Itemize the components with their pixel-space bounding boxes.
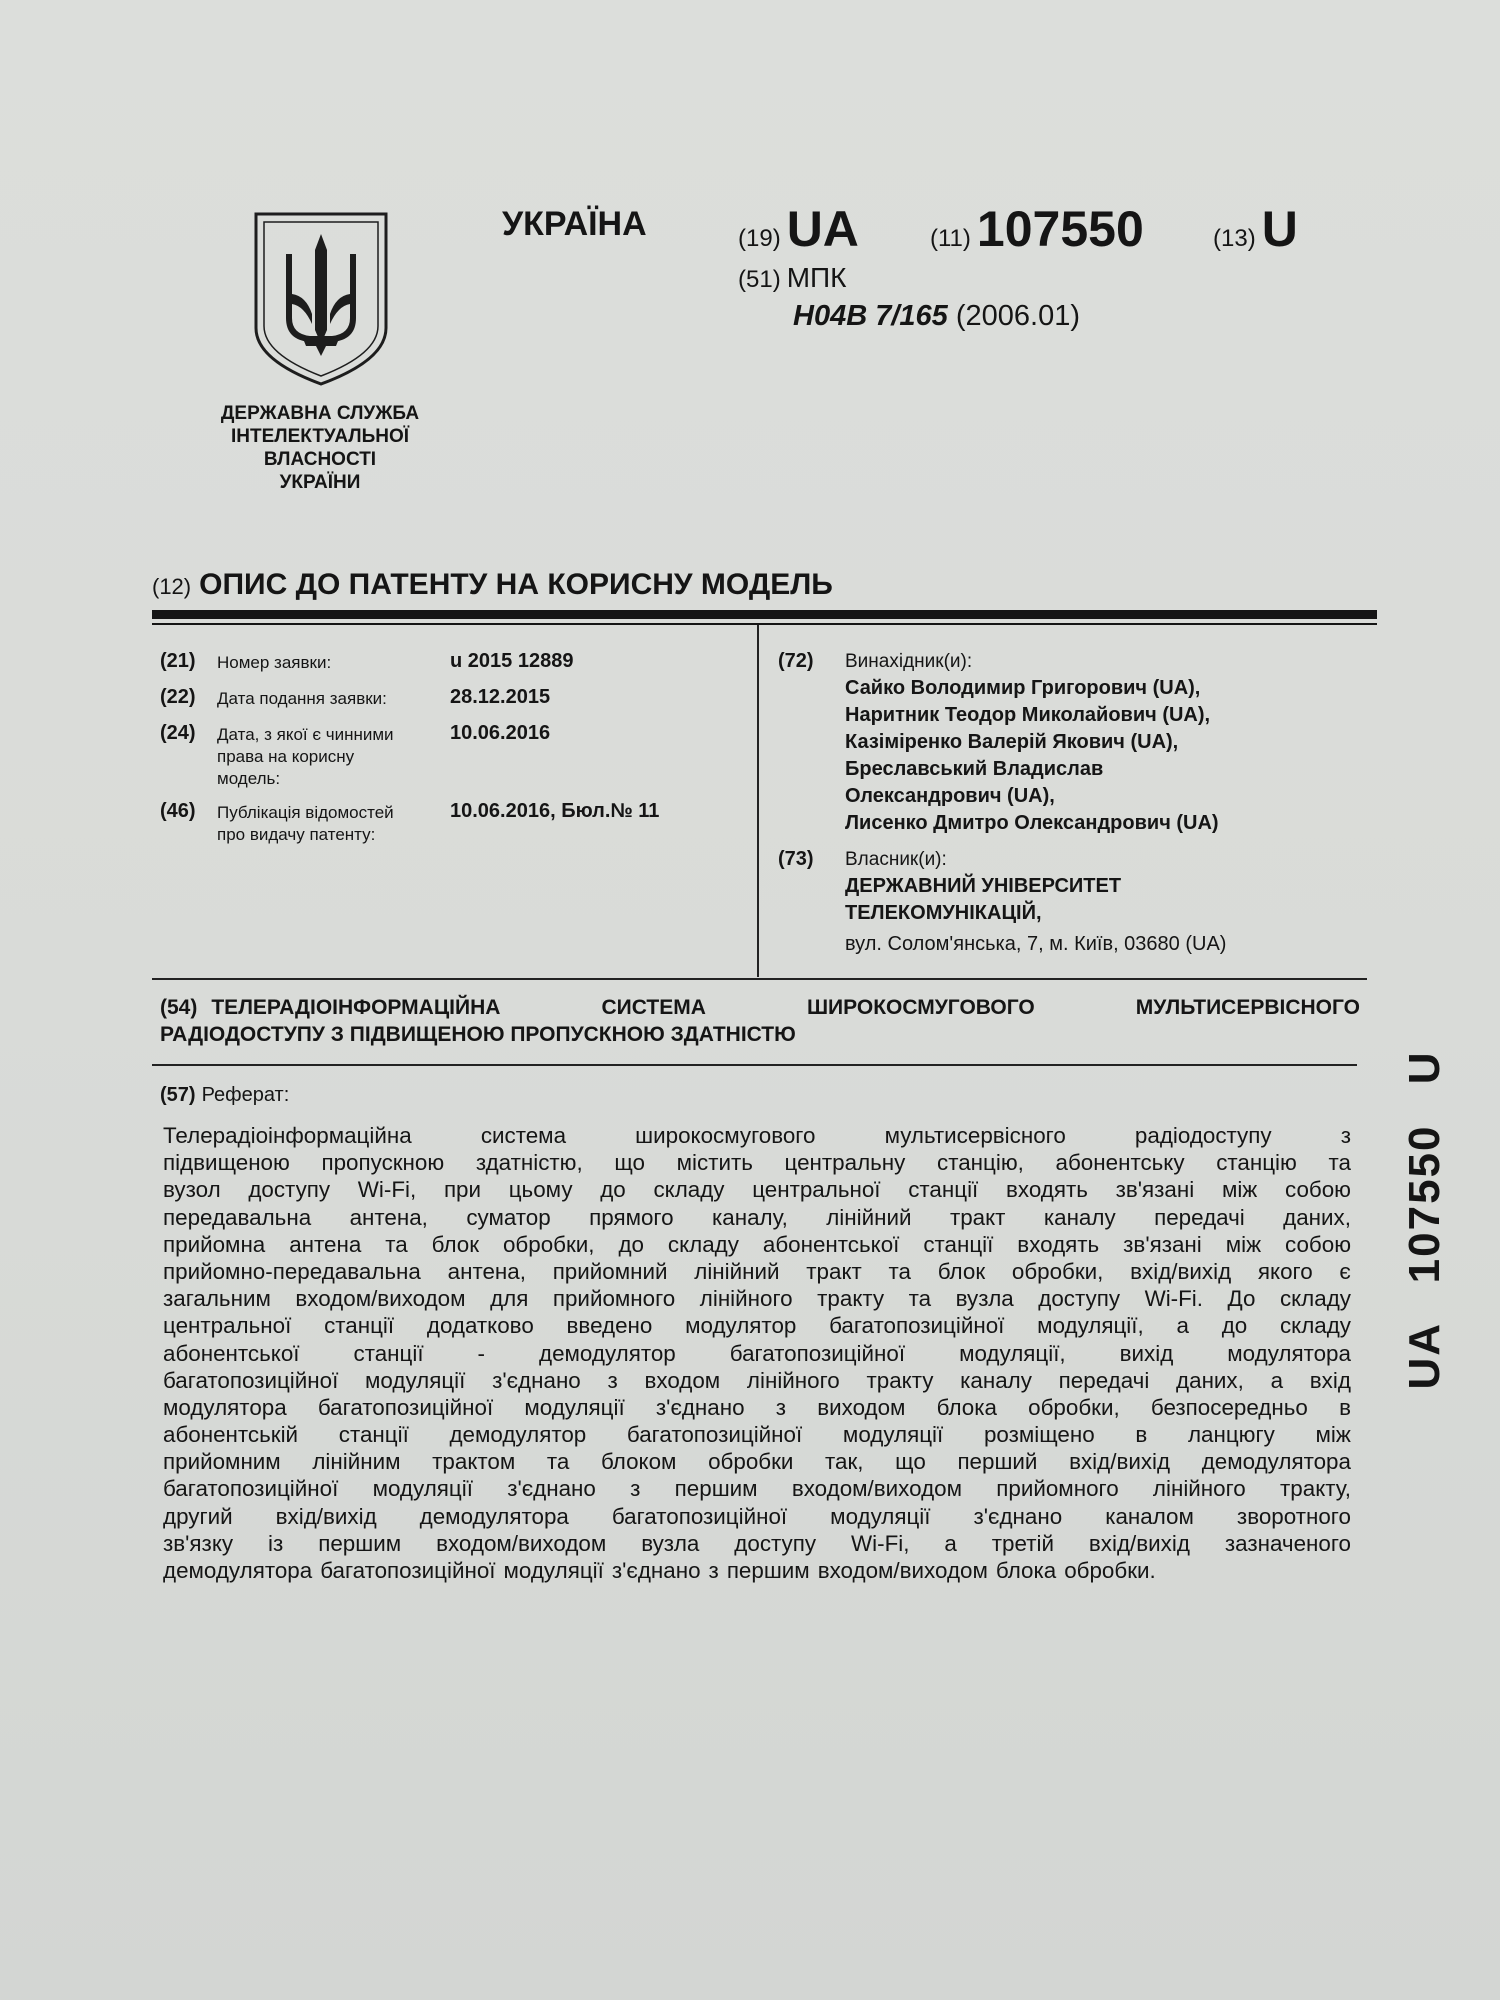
abstract-line: модулятора багатопозиційної модуляції з'єднано з виходом блока обробки, безпосередньо в [163, 1394, 1351, 1420]
patent-number: (11) 107550 [930, 201, 1144, 257]
abstract-line: абонентській станції демодулятор багатопозиційної модуляції розміщено в ланцюгу між [163, 1422, 1351, 1448]
owner-name: ТЕЛЕКОМУНІКАЦІЙ, [845, 902, 1042, 924]
abstract-line: загальним входом/виходом для прийомного лінійного тракту та вузла доступу Wi-Fi. До складу [163, 1286, 1351, 1312]
abstract-line: вузол доступу Wi-Fi, при цьому до складу центральної станції входять зв'язані між собою [163, 1177, 1351, 1203]
side-identifier: UA 107550 U [1400, 1050, 1449, 1390]
inventor-name: Сайко Володимир Григорович (UA), [845, 677, 1201, 699]
abstract-line: підвищеною пропускною здатністю, що містить центральну станцію, абонентську станцію та [163, 1150, 1351, 1176]
ipc-classification: H04B 7/165 (2006.01) [793, 300, 1080, 332]
owner-address: вул. Солом'янська, 7, м. Київ, 03680 (UA) [845, 933, 1227, 955]
patent-page: ДЕРЖАВНА СЛУЖБА ІНТЕЛЕКТУАЛЬНОЇ ВЛАСНОСТІ УКРАЇНИ УКРАЇНА (19) UA (11) 107550 (13) U (51) МПК H04B 7/165 (2006.01) (12) ОПИС ДО ПАТЕНТУ НА КОРИСНУ МОДЕЛЬ (21) Номер заявки: u 2015 12889 (22) Дата подання заявки: 28.12.2015 (24) Дата, з якої є чинними права на корисну модель: 10.06.2016 (46) Публікація відомостей про видачу патенту: 10.06.2016, Бюл.№ 11 (72) Винахідник(и): Сайко Володимир Григорович (UA), Наритник Теодор Миколайович (UA), Казіміренко Валерій Якович (UA), Бреславський Владислав Олександрович (UA), Лисенко Дмитро Олександрович (UA) (73) Власник(и): ДЕРЖАВНИЙ УНІВЕРСИТЕТ ТЕЛЕКОМУНІКАЦІЙ, вул. Солом'янська, 7, м. Київ, 03680 (UA) (54) ТЕЛЕРАДІОІНФОРМАЦІЙНА СИСТЕМА ШИРОКОСМУГОВОГО МУЛЬТИСЕРВІСНОГО РАДІОДОСТУПУ З ПІДВИЩЕНОЮ ПРОПУСКНОЮ ЗДАТНІСТЮ (57) Реферат: Телерадіоінформаційна система широкосмугового мультисервісного радіодоступу з підвищеною пропускною здатністю, що містить центральну станцію, абонентську станцію та вузол доступу Wi-Fi, при цьому до складу центральної станції входять зв'язані між собою передавальна антена, суматор прямого каналу, лінійний тракт каналу передачі даних, прийомна антена та блок обробки, до складу абонентської станції входять зв'язані між собою прийомно-передавальна антена, прийомний лінійний тракт та блок обробки, вхід/вихід якого є загальним входом/виходом для прийомного лінійного тракту та вузла доступу Wi-Fi. До складу центральної станції додатково введено модулятор багатопозиційної модуляції, а до складу абонентської станції - демодулятор багатопозиційної модуляції, вихід модулятора багатопозиційної модуляції з'єднано з входом лінійного тракту каналу передачі даних, а вхід модулятора багатопозиційної модуляції з'єднано з виходом блока обробки, безпосередньо в абонентській станції демодулятор багатопозиційної модуляції розміщено в ланцюгу між прийомним лінійним трактом та блоком обробки так, що перший вхід/вихід демодулятора багатопозиційної модуляції з'єднано з першим входом/виходом прийомного лінійного тракту, другий вхід/вихід демодулятора багатопозиційної модуляції з'єднано каналом зворотного зв'язку із першим входом/виходом вузла доступу Wi-Fi, а третій вхід/вихід зазначеного демодулятора багатопозиційної модуляції з'єднано з першим входом/виходом блока обробки. UA 107550 U [0, 0, 1500, 2000]
abstract-heading: (57) Реферат: [160, 1084, 290, 1106]
utility-model-title: (54) ТЕЛЕРАДІОІНФОРМАЦІЙНА СИСТЕМА ШИРОКОСМУГОВОГО МУЛЬТИСЕРВІСНОГО РАДІОДОСТУПУ З ПІДВИЩЕНОЮ ПРОПУСКНОЮ ЗДАТНІСТЮ [160, 996, 1360, 1046]
abstract-line: зв'язку із першим входом/виходом вузла доступу Wi-Fi, а третій вхід/вихід зазначеного [163, 1530, 1351, 1556]
abstract-line: багатопозиційної модуляції з'єднано з входом лінійного тракту каналу передачі даних, а вхід [163, 1367, 1351, 1393]
abstract-line: абонентської станції - демодулятор багатопозиційної модуляції, вихід модулятора [163, 1340, 1351, 1366]
abstract-line: прийомно-передавальна антена, прийомний лінійний тракт та блок обробки, вхід/вихід якого є [163, 1258, 1351, 1284]
document-type: (12) ОПИС ДО ПАТЕНТУ НА КОРИСНУ МОДЕЛЬ [152, 568, 833, 601]
abstract-line: Телерадіоінформаційна система широкосмугового мультисервісного радіодоступу з [163, 1123, 1351, 1148]
abstract-line: демодулятора багатопозиційної модуляції з'єднано з першим входом/виходом блока обробки. [163, 1558, 1156, 1583]
abstract-line: другий вхід/вихід демодулятора багатопозиційної модуляції з'єднано каналом зворотного [163, 1503, 1351, 1529]
divider [152, 610, 1377, 619]
country-code: (19) UA [738, 201, 859, 257]
agency-name: ДЕРЖАВНА СЛУЖБА ІНТЕЛЕКТУАЛЬНОЇ ВЛАСНОСТІ УКРАЇНИ [220, 403, 420, 493]
inventor-name: Лисенко Дмитро Олександрович (UA) [845, 812, 1219, 834]
column-divider [757, 625, 759, 977]
divider [152, 623, 1377, 625]
abstract-line: центральної станції додатково введено модулятор багатопозиційної модуляції, а до складу [163, 1313, 1351, 1339]
coat-of-arms-icon [252, 210, 390, 388]
abstract-line: передавальна антена, суматор прямого каналу, лінійний тракт каналу передачі даних, [163, 1204, 1351, 1230]
ipc-label: (51) МПК [738, 262, 847, 293]
inventor-name: Наритник Теодор Миколайович (UA), [845, 704, 1211, 726]
inventor-name: Бреславський Владислав [845, 758, 1104, 780]
inventor-name: Олександрович (UA), [845, 785, 1055, 807]
country-name: УКРАЇНА [502, 205, 647, 243]
owner-name: ДЕРЖАВНИЙ УНІВЕРСИТЕТ [845, 875, 1122, 897]
abstract-line: прийомним лінійним трактом та блоком обробки так, що перший вхід/вихід демодулятора [163, 1449, 1351, 1475]
divider [152, 1064, 1357, 1066]
document-kind: (13) U [1213, 201, 1298, 257]
inventor-name: Казіміренко Валерій Якович (UA), [845, 731, 1179, 753]
abstract-text [163, 1122, 1351, 1584]
abstract-line: прийомна антена та блок обробки, до складу абонентської станції входять зв'язані між собою [163, 1231, 1351, 1257]
bleed-through-text [640, 70, 646, 91]
abstract-line: багатопозиційної модуляції з'єднано з першим входом/виходом прийомного лінійного тракту, [163, 1476, 1351, 1502]
divider [152, 978, 1367, 980]
